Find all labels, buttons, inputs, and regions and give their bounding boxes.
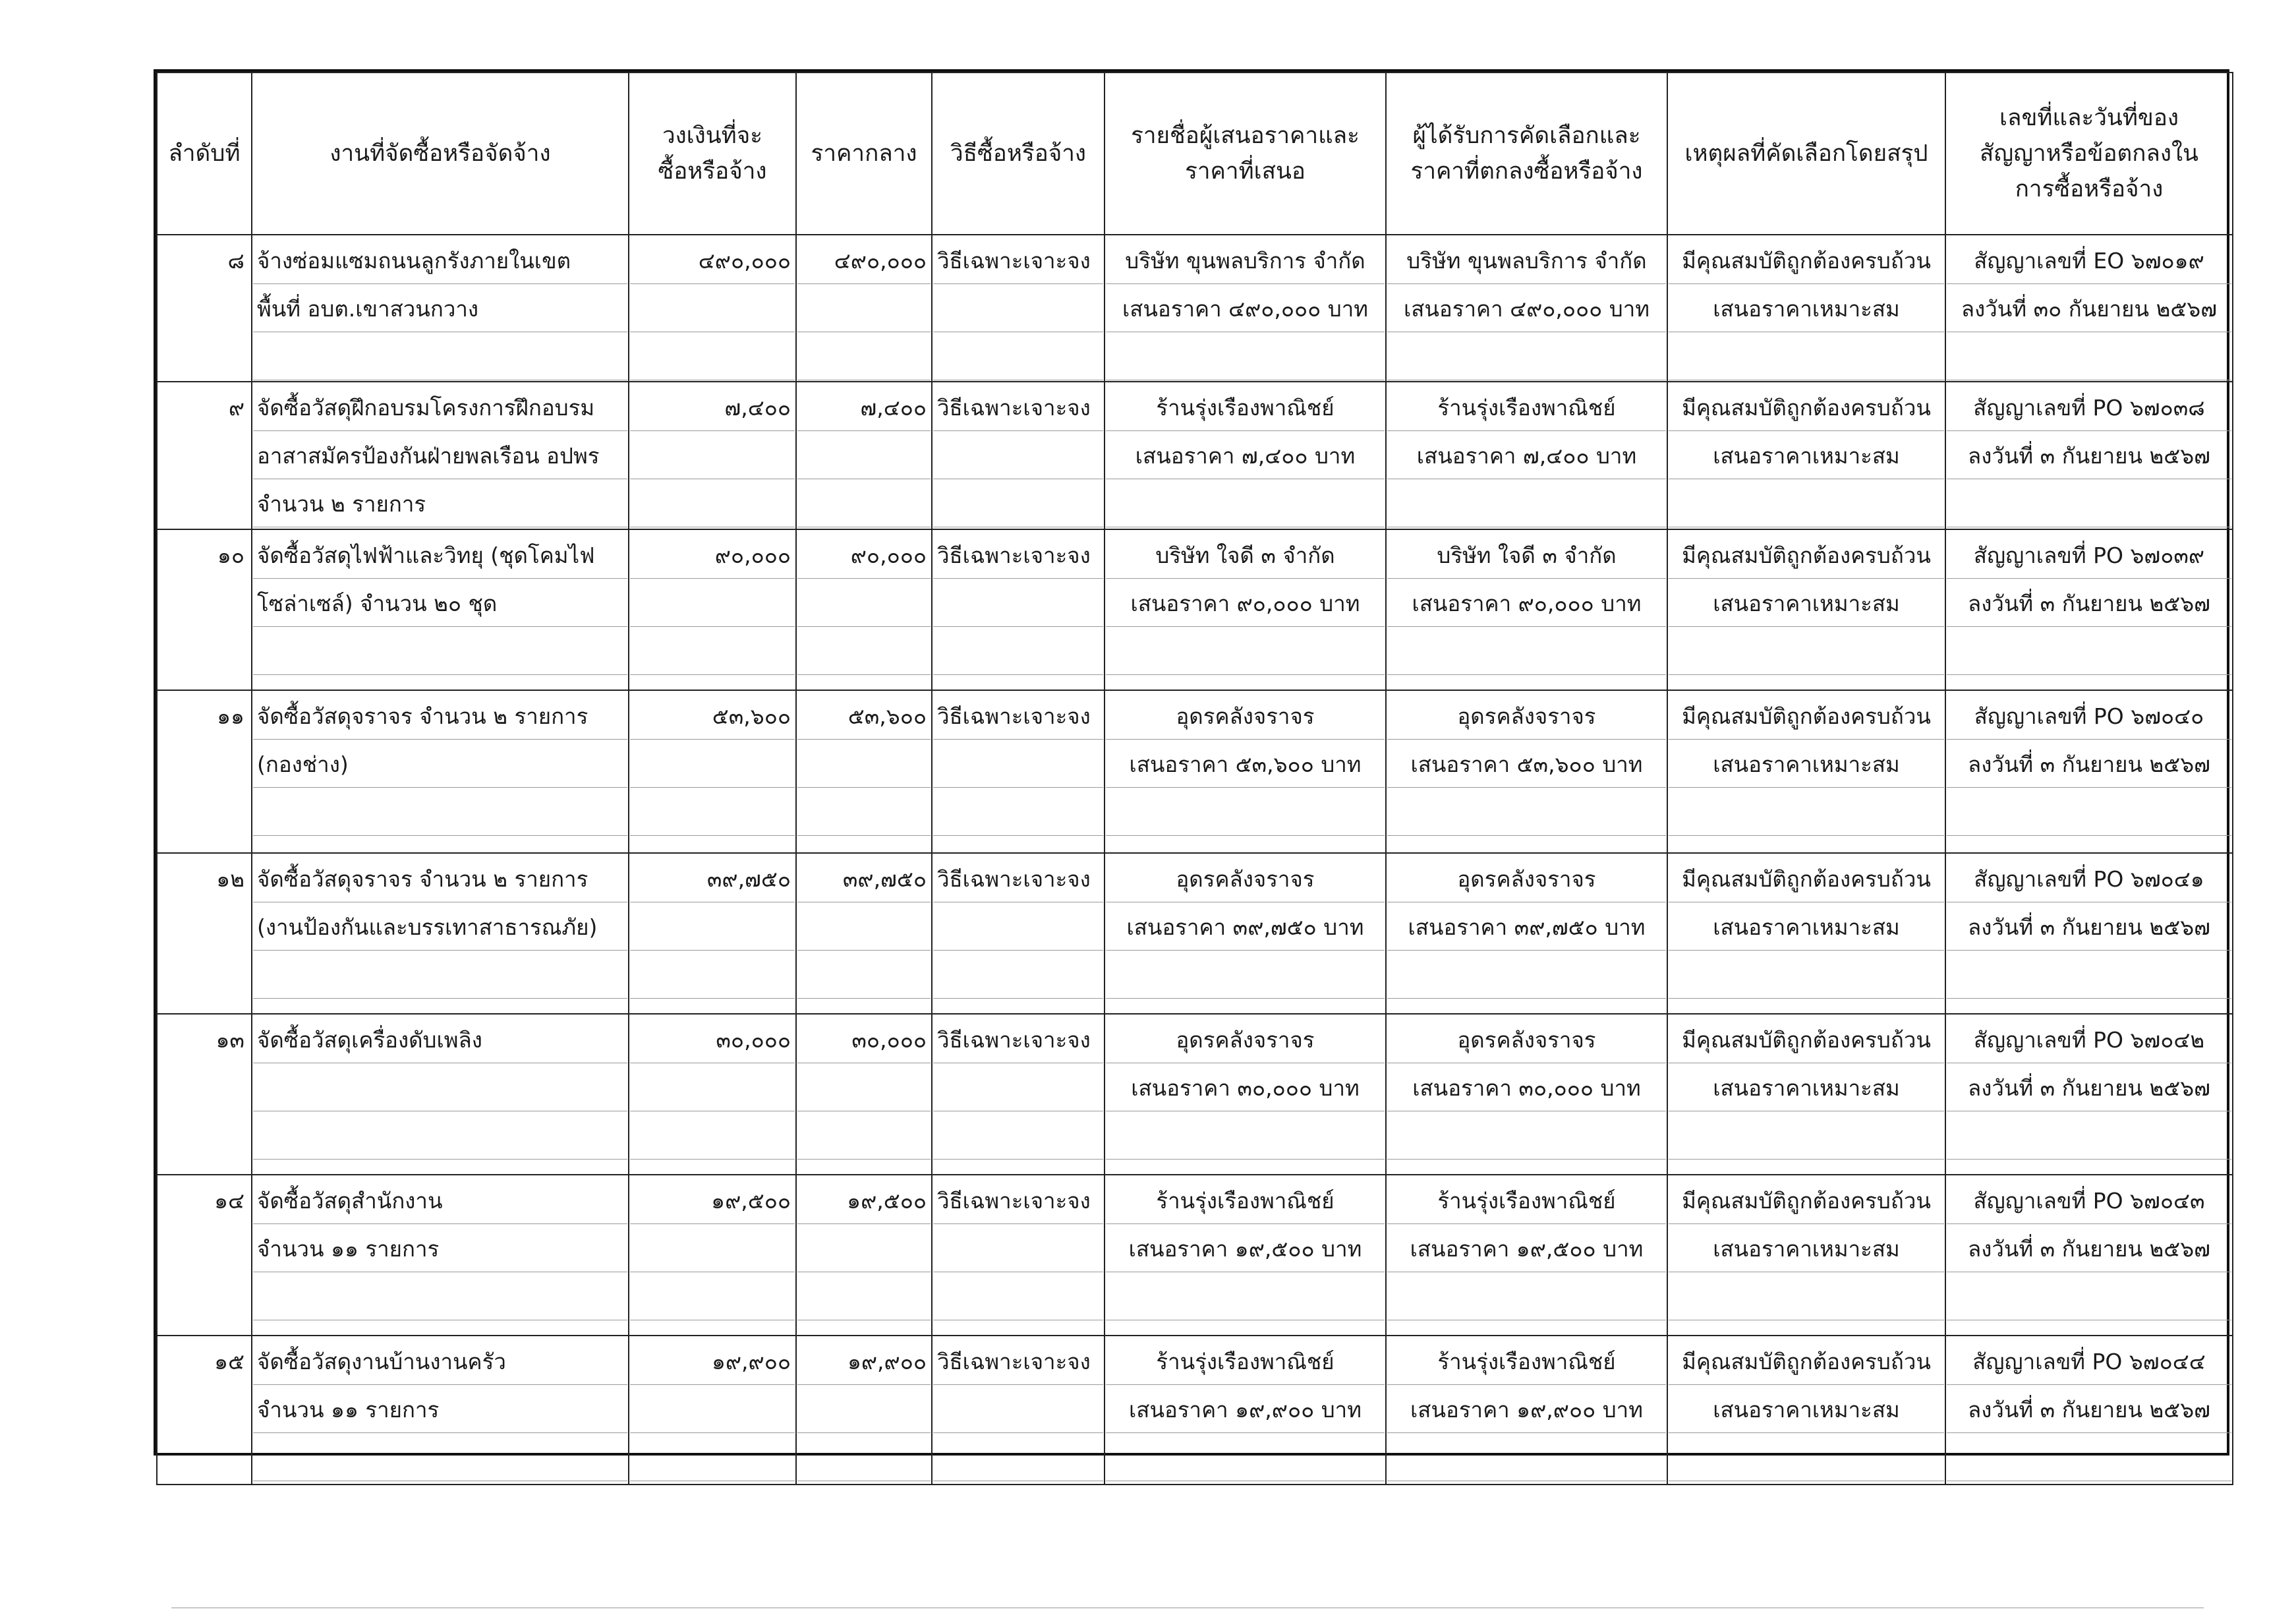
bidder-and-price-line: เสนอราคา ๕๓,๖๐๐ บาท — [1106, 740, 1385, 788]
median-price-line — [797, 740, 931, 788]
selection-reason-line: เสนอราคาเหมาะสม — [1669, 579, 1944, 627]
bidder-and-price-line: เสนอราคา ๑๙,๕๐๐ บาท — [1106, 1224, 1385, 1272]
winner-and-price-line: เสนอราคา ๗,๔๐๐ บาท — [1387, 431, 1666, 479]
task-description-line: จัดซื้อวัสดุไฟฟ้าและวิทยุ (ชุดโคมไฟ — [253, 531, 627, 579]
bidder-and-price-line — [1106, 332, 1385, 380]
winner-and-price-line: เสนอราคา ๑๙,๕๐๐ บาท — [1387, 1224, 1666, 1272]
selection-reason — [1667, 382, 1945, 529]
procurement-method-line: วิธีเฉพาะเจาะจง — [933, 692, 1103, 740]
winner-and-price-line: ร้านรุ่งเรืองพาณิชย์ — [1387, 1176, 1666, 1224]
task-description-line: จัดซื้อวัสดุงานบ้านงานครัว — [253, 1337, 627, 1385]
contract-info-line: สัญญาเลขที่ PO ๖๗๐๔๓ — [1947, 1176, 2231, 1224]
budget-amount-line — [630, 788, 795, 836]
procurement-method — [932, 853, 1105, 1014]
budget-amount — [629, 1014, 796, 1175]
procurement-method-line — [933, 902, 1103, 951]
bidder-and-price-line: ร้านรุ่งเรืองพาณิชย์ — [1106, 383, 1385, 431]
row-number-line: ๑๕ — [214, 1349, 244, 1374]
budget-amount — [629, 853, 796, 1014]
task-description-line — [253, 1111, 627, 1160]
contract-info — [1945, 853, 2233, 1014]
table-row — [157, 529, 2233, 690]
contract-info-line: สัญญาเลขที่ PO ๖๗๐๔๐ — [1947, 692, 2231, 740]
median-price-line — [797, 1111, 931, 1160]
procurement-method — [932, 529, 1105, 690]
contract-info — [1945, 529, 2233, 690]
procurement-method-line — [933, 1224, 1103, 1272]
budget-amount-line — [630, 431, 795, 479]
winner-and-price-line — [1387, 951, 1666, 999]
table-row — [157, 235, 2233, 382]
task-description-line: (งานป้องกันและบรรเทาสาธารณภัย) — [253, 902, 627, 951]
selection-reason-line — [1669, 479, 1944, 527]
contract-info-line: ลงวันที่ ๓ กันยายน ๒๕๖๗ — [1947, 431, 2231, 479]
header-contract: เลขที่และวันที่ของ สัญญาหรือข้อตกลงใน การซื้อหรือจ้าง — [1945, 73, 2233, 235]
task-description-line — [253, 1272, 627, 1320]
selection-reason-line: มีคุณสมบัติถูกต้องครบถ้วน — [1669, 531, 1944, 579]
median-price-line — [797, 1063, 931, 1111]
row-number — [157, 1175, 252, 1336]
winner-and-price-line: เสนอราคา ๙๐,๐๐๐ บาท — [1387, 579, 1666, 627]
bidder-and-price-line: เสนอราคา ๔๙๐,๐๐๐ บาท — [1106, 284, 1385, 332]
header-bidders: รายชื่อผู้เสนอราคาและ ราคาที่เสนอ — [1105, 73, 1386, 235]
contract-info-line: สัญญาเลขที่ PO ๖๗๐๓๘ — [1947, 383, 2231, 431]
winner-and-price-line: เสนอราคา ๓๐,๐๐๐ บาท — [1387, 1063, 1666, 1111]
row-number-line: ๑๑ — [217, 703, 244, 729]
budget-amount-line — [630, 579, 795, 627]
median-price-line — [797, 951, 931, 999]
bidder-and-price-line — [1106, 1111, 1385, 1160]
table-row — [157, 1014, 2233, 1175]
winner-and-price-line — [1387, 1272, 1666, 1320]
selection-reason — [1667, 690, 1945, 853]
median-price — [796, 1175, 932, 1336]
row-number — [157, 1336, 252, 1485]
median-price-line: ๓๙,๗๕๐ — [797, 854, 931, 902]
winner-and-price-line — [1387, 332, 1666, 380]
contract-info — [1945, 1014, 2233, 1175]
selection-reason-line: มีคุณสมบัติถูกต้องครบถ้วน — [1669, 1176, 1944, 1224]
budget-amount-line — [630, 1385, 795, 1433]
task-description-line: จำนวน ๒ รายการ — [253, 479, 627, 527]
contract-info — [1945, 235, 2233, 382]
procurement-method-line — [933, 332, 1103, 380]
header-reason: เหตุผลที่คัดเลือกโดยสรุป — [1667, 73, 1945, 235]
median-price-line: ๙๐,๐๐๐ — [797, 531, 931, 579]
median-price-line — [797, 1433, 931, 1481]
winner-and-price — [1386, 235, 1667, 382]
contract-info-line — [1947, 1272, 2231, 1320]
winner-and-price-line: เสนอราคา ๔๙๐,๐๐๐ บาท — [1387, 284, 1666, 332]
procurement-method — [932, 235, 1105, 382]
winner-and-price-line: อุดรคลังจราจร — [1387, 692, 1666, 740]
winner-and-price-line: อุดรคลังจราจร — [1387, 854, 1666, 902]
median-price-line — [797, 431, 931, 479]
row-number-line: ๑๐ — [217, 543, 244, 568]
task-description-line: (กองช่าง) — [253, 740, 627, 788]
selection-reason — [1667, 1175, 1945, 1336]
budget-amount — [629, 690, 796, 853]
budget-amount-line: ๓๐,๐๐๐ — [630, 1015, 795, 1063]
bidder-and-price-line: เสนอราคา ๗,๔๐๐ บาท — [1106, 431, 1385, 479]
budget-amount-line — [630, 1272, 795, 1320]
task-description-line: จัดซื้อวัสดุจราจร จำนวน ๒ รายการ — [253, 692, 627, 740]
contract-info — [1945, 382, 2233, 529]
median-price — [796, 382, 932, 529]
budget-amount-line: ๗,๔๐๐ — [630, 383, 795, 431]
selection-reason — [1667, 853, 1945, 1014]
row-number — [157, 529, 252, 690]
bidder-and-price-line: เสนอราคา ๑๙,๙๐๐ บาท — [1106, 1385, 1385, 1433]
procurement-method-line — [933, 1272, 1103, 1320]
selection-reason-line: เสนอราคาเหมาะสม — [1669, 1224, 1944, 1272]
bidder-and-price-line — [1106, 1433, 1385, 1481]
procurement-method-line: วิธีเฉพาะเจาะจง — [933, 1015, 1103, 1063]
procurement-method-line: วิธีเฉพาะเจาะจง — [933, 1176, 1103, 1224]
header-budget: วงเงินที่จะ ซื้อหรือจ้าง — [629, 73, 796, 235]
budget-amount-line — [630, 740, 795, 788]
budget-amount-line: ๙๐,๐๐๐ — [630, 531, 795, 579]
selection-reason-line: มีคุณสมบัติถูกต้องครบถ้วน — [1669, 236, 1944, 284]
median-price-line — [797, 284, 931, 332]
budget-amount — [629, 235, 796, 382]
contract-info-line: สัญญาเลขที่ PO ๖๗๐๔๔ — [1947, 1337, 2231, 1385]
procurement-method-line — [933, 284, 1103, 332]
task-description-line — [253, 1063, 627, 1111]
procurement-method-line — [933, 951, 1103, 999]
median-price-line — [797, 579, 931, 627]
winner-and-price-line: ร้านรุ่งเรืองพาณิชย์ — [1387, 383, 1666, 431]
contract-info-line — [1947, 627, 2231, 675]
budget-amount-line: ๓๙,๗๕๐ — [630, 854, 795, 902]
bidder-and-price-line — [1106, 1272, 1385, 1320]
procurement-method-line: วิธีเฉพาะเจาะจง — [933, 1337, 1103, 1385]
procurement-method-line — [933, 1433, 1103, 1481]
median-price-line: ๑๙,๙๐๐ — [797, 1337, 931, 1385]
contract-info-line — [1947, 788, 2231, 836]
contract-info-line — [1947, 1433, 2231, 1481]
bidder-and-price-line — [1106, 479, 1385, 527]
winner-and-price — [1386, 382, 1667, 529]
winner-and-price-line — [1387, 1433, 1666, 1481]
row-number — [157, 690, 252, 853]
median-price-line — [797, 627, 931, 675]
bidder-and-price-line: เสนอราคา ๙๐,๐๐๐ บาท — [1106, 579, 1385, 627]
task-description-line: โซล่าเซล์) จำนวน ๒๐ ชุด — [253, 579, 627, 627]
winner-and-price-line — [1387, 627, 1666, 675]
procurement-table — [156, 72, 2233, 1485]
contract-info-line: ลงวันที่ ๓๐ กันยายน ๒๕๖๗ — [1947, 284, 2231, 332]
procurement-method-line — [933, 1385, 1103, 1433]
winner-and-price-line: ร้านรุ่งเรืองพาณิชย์ — [1387, 1337, 1666, 1385]
contract-info-line: สัญญาเลขที่ PO ๖๗๐๓๙ — [1947, 531, 2231, 579]
contract-info-line: ลงวันที่ ๓ กันยายน ๒๕๖๗ — [1947, 1385, 2231, 1433]
table-row — [157, 853, 2233, 1014]
median-price-line: ๑๙,๕๐๐ — [797, 1176, 931, 1224]
selection-reason-line: มีคุณสมบัติถูกต้องครบถ้วน — [1669, 1337, 1944, 1385]
task-description-line: พื้นที่ อบต.เขาสวนกวาง — [253, 284, 627, 332]
budget-amount-line — [630, 627, 795, 675]
selection-reason-line — [1669, 951, 1944, 999]
task-description — [252, 1336, 629, 1485]
procurement-method-line: วิธีเฉพาะเจาะจง — [933, 236, 1103, 284]
contract-info-line: ลงวันที่ ๓ กันยายน ๒๕๖๗ — [1947, 902, 2231, 951]
winner-and-price — [1386, 1014, 1667, 1175]
task-description — [252, 235, 629, 382]
median-price-line: ๔๙๐,๐๐๐ — [797, 236, 931, 284]
contract-info-line — [1947, 332, 2231, 380]
budget-amount-line — [630, 1433, 795, 1481]
selection-reason-line — [1669, 1272, 1944, 1320]
median-price-line — [797, 788, 931, 836]
procurement-method-line — [933, 740, 1103, 788]
winner-and-price-line: เสนอราคา ๓๙,๗๕๐ บาท — [1387, 902, 1666, 951]
budget-amount-line — [630, 332, 795, 380]
selection-reason-line — [1669, 788, 1944, 836]
contract-info — [1945, 690, 2233, 853]
contract-info — [1945, 1336, 2233, 1485]
task-description-line — [253, 627, 627, 675]
median-price — [796, 235, 932, 382]
contract-info-line: สัญญาเลขที่ PO ๖๗๐๔๑ — [1947, 854, 2231, 902]
selection-reason-line: มีคุณสมบัติถูกต้องครบถ้วน — [1669, 854, 1944, 902]
budget-amount — [629, 1336, 796, 1485]
task-description-line: จำนวน ๑๑ รายการ — [253, 1224, 627, 1272]
row-number — [157, 235, 252, 382]
winner-and-price — [1386, 853, 1667, 1014]
task-description-line: อาสาสมัครป้องกันฝ่ายพลเรือน อปพร — [253, 431, 627, 479]
contract-info-line: ลงวันที่ ๓ กันยายน ๒๕๖๗ — [1947, 1063, 2231, 1111]
scan-artifact-line — [171, 1607, 2204, 1608]
winner-and-price-line — [1387, 1111, 1666, 1160]
budget-amount — [629, 382, 796, 529]
bidder-and-price — [1105, 1336, 1386, 1485]
winner-and-price — [1386, 1175, 1667, 1336]
median-price-line — [797, 902, 931, 951]
winner-and-price-line — [1387, 788, 1666, 836]
procurement-method — [932, 1014, 1105, 1175]
table-row — [157, 690, 2233, 853]
winner-and-price — [1386, 690, 1667, 853]
selection-reason-line: เสนอราคาเหมาะสม — [1669, 1063, 1944, 1111]
header-no: ลำดับที่ — [157, 73, 252, 235]
procurement-method — [932, 382, 1105, 529]
row-number-line: ๑๔ — [214, 1188, 244, 1214]
median-price-line — [797, 1385, 931, 1433]
row-number-line: ๑๓ — [215, 1027, 244, 1053]
selection-reason-line — [1669, 332, 1944, 380]
bidder-and-price-line — [1106, 951, 1385, 999]
table-row — [157, 1175, 2233, 1336]
winner-and-price — [1386, 1336, 1667, 1485]
contract-info-line — [1947, 951, 2231, 999]
task-description-line: จำนวน ๑๑ รายการ — [253, 1385, 627, 1433]
median-price — [796, 690, 932, 853]
header-median-price: ราคากลาง — [796, 73, 932, 235]
budget-amount-line: ๔๙๐,๐๐๐ — [630, 236, 795, 284]
contract-info-line — [1947, 1111, 2231, 1160]
procurement-method-line — [933, 627, 1103, 675]
budget-amount-line — [630, 902, 795, 951]
task-description-line — [253, 951, 627, 999]
task-description — [252, 382, 629, 529]
selection-reason-line: เสนอราคาเหมาะสม — [1669, 1385, 1944, 1433]
selection-reason-line: มีคุณสมบัติถูกต้องครบถ้วน — [1669, 383, 1944, 431]
bidder-and-price — [1105, 1175, 1386, 1336]
selection-reason-line — [1669, 1111, 1944, 1160]
bidder-and-price-line: อุดรคลังจราจร — [1106, 1015, 1385, 1063]
selection-reason-line: เสนอราคาเหมาะสม — [1669, 284, 1944, 332]
median-price — [796, 529, 932, 690]
procurement-method-line — [933, 479, 1103, 527]
bidder-and-price-line: บริษัท ขุนพลบริการ จำกัด — [1106, 236, 1385, 284]
budget-amount-line: ๕๓,๖๐๐ — [630, 692, 795, 740]
bidder-and-price — [1105, 853, 1386, 1014]
bidder-and-price — [1105, 1014, 1386, 1175]
budget-amount-line — [630, 1111, 795, 1160]
selection-reason-line: เสนอราคาเหมาะสม — [1669, 902, 1944, 951]
bidder-and-price-line: อุดรคลังจราจร — [1106, 692, 1385, 740]
median-price-line — [797, 1224, 931, 1272]
median-price-line — [797, 1272, 931, 1320]
bidder-and-price-line — [1106, 788, 1385, 836]
bidder-and-price-line: อุดรคลังจราจร — [1106, 854, 1385, 902]
winner-and-price-line: อุดรคลังจราจร — [1387, 1015, 1666, 1063]
procurement-method-line — [933, 579, 1103, 627]
procurement-method-line: วิธีเฉพาะเจาะจง — [933, 383, 1103, 431]
median-price — [796, 853, 932, 1014]
task-description-line — [253, 788, 627, 836]
row-number-line: ๘ — [227, 248, 244, 274]
selection-reason-line: เสนอราคาเหมาะสม — [1669, 431, 1944, 479]
selection-reason — [1667, 1014, 1945, 1175]
bidder-and-price — [1105, 529, 1386, 690]
contract-info-line: ลงวันที่ ๓ กันยายน ๒๕๖๗ — [1947, 579, 2231, 627]
bidder-and-price-line — [1106, 627, 1385, 675]
bidder-and-price-line: ร้านรุ่งเรืองพาณิชย์ — [1106, 1176, 1385, 1224]
median-price-line — [797, 332, 931, 380]
task-description — [252, 529, 629, 690]
selection-reason — [1667, 1336, 1945, 1485]
bidder-and-price-line: บริษัท ใจดี ๓ จำกัด — [1106, 531, 1385, 579]
task-description-line: จัดซื้อวัสดุเครื่องดับเพลิง — [253, 1015, 627, 1063]
header-winner: ผู้ได้รับการคัดเลือกและ ราคาที่ตกลงซื้อหรือจ้าง — [1386, 73, 1667, 235]
row-number — [157, 382, 252, 529]
median-price — [796, 1336, 932, 1485]
procurement-method-line — [933, 431, 1103, 479]
procurement-method-line — [933, 1111, 1103, 1160]
selection-reason-line — [1669, 627, 1944, 675]
winner-and-price-line: เสนอราคา ๑๙,๙๐๐ บาท — [1387, 1385, 1666, 1433]
winner-and-price-line: บริษัท ขุนพลบริการ จำกัด — [1387, 236, 1666, 284]
procurement-method-line — [933, 788, 1103, 836]
procurement-method-line: วิธีเฉพาะเจาะจง — [933, 854, 1103, 902]
task-description-line: จัดซื้อวัสดุสำนักงาน — [253, 1176, 627, 1224]
winner-and-price-line — [1387, 479, 1666, 527]
median-price-line: ๓๐,๐๐๐ — [797, 1015, 931, 1063]
winner-and-price-line: บริษัท ใจดี ๓ จำกัด — [1387, 531, 1666, 579]
winner-and-price-line: เสนอราคา ๕๓,๖๐๐ บาท — [1387, 740, 1666, 788]
row-number-line: ๑๒ — [216, 866, 244, 892]
bidder-and-price-line: เสนอราคา ๓๐,๐๐๐ บาท — [1106, 1063, 1385, 1111]
procurement-method — [932, 690, 1105, 853]
task-description — [252, 853, 629, 1014]
selection-reason-line — [1669, 1433, 1944, 1481]
task-description-line — [253, 1433, 627, 1481]
task-description-line: จัดซื้อวัสดุฝึกอบรมโครงการฝึกอบรม — [253, 383, 627, 431]
budget-amount-line — [630, 479, 795, 527]
bidder-and-price — [1105, 235, 1386, 382]
selection-reason-line: มีคุณสมบัติถูกต้องครบถ้วน — [1669, 1015, 1944, 1063]
median-price — [796, 1014, 932, 1175]
contract-info-line: สัญญาเลขที่ EO ๖๗๐๑๙ — [1947, 236, 2231, 284]
table-header-row — [157, 73, 2233, 235]
bidder-and-price-line: ร้านรุ่งเรืองพาณิชย์ — [1106, 1337, 1385, 1385]
header-task: งานที่จัดซื้อหรือจัดจ้าง — [252, 73, 629, 235]
bidder-and-price — [1105, 690, 1386, 853]
procurement-method-line — [933, 1063, 1103, 1111]
header-method: วิธีซื้อหรือจ้าง — [932, 73, 1105, 235]
budget-amount-line: ๑๙,๕๐๐ — [630, 1176, 795, 1224]
budget-amount-line — [630, 951, 795, 999]
row-number-line: ๙ — [228, 395, 244, 421]
bidder-and-price-line: เสนอราคา ๓๙,๗๕๐ บาท — [1106, 902, 1385, 951]
contract-info-line: ลงวันที่ ๓ กันยายน ๒๕๖๗ — [1947, 1224, 2231, 1272]
selection-reason-line: เสนอราคาเหมาะสม — [1669, 740, 1944, 788]
task-description — [252, 1175, 629, 1336]
procurement-method — [932, 1336, 1105, 1485]
median-price-line: ๕๓,๖๐๐ — [797, 692, 931, 740]
contract-info-line: ลงวันที่ ๓ กันยายน ๒๕๖๗ — [1947, 740, 2231, 788]
procurement-table-sheet — [154, 69, 2229, 1456]
median-price-line: ๗,๔๐๐ — [797, 383, 931, 431]
row-number — [157, 1014, 252, 1175]
budget-amount-line: ๑๙,๙๐๐ — [630, 1337, 795, 1385]
winner-and-price — [1386, 529, 1667, 690]
contract-info-line: สัญญาเลขที่ PO ๖๗๐๔๒ — [1947, 1015, 2231, 1063]
budget-amount-line — [630, 284, 795, 332]
budget-amount-line — [630, 1224, 795, 1272]
budget-amount — [629, 529, 796, 690]
table-body — [157, 235, 2233, 1485]
selection-reason — [1667, 529, 1945, 690]
selection-reason-line: มีคุณสมบัติถูกต้องครบถ้วน — [1669, 692, 1944, 740]
procurement-method — [932, 1175, 1105, 1336]
table-row — [157, 1336, 2233, 1485]
contract-info-line — [1947, 479, 2231, 527]
task-description-line: จัดซื้อวัสดุจราจร จำนวน ๒ รายการ — [253, 854, 627, 902]
task-description — [252, 690, 629, 853]
task-description-line: จ้างซ่อมแซมถนนลูกรังภายในเขต — [253, 236, 627, 284]
budget-amount-line — [630, 1063, 795, 1111]
procurement-method-line: วิธีเฉพาะเจาะจง — [933, 531, 1103, 579]
contract-info — [1945, 1175, 2233, 1336]
median-price-line — [797, 479, 931, 527]
budget-amount — [629, 1175, 796, 1336]
row-number — [157, 853, 252, 1014]
table-row — [157, 382, 2233, 529]
task-description — [252, 1014, 629, 1175]
task-description-line — [253, 332, 627, 380]
selection-reason — [1667, 235, 1945, 382]
bidder-and-price — [1105, 382, 1386, 529]
